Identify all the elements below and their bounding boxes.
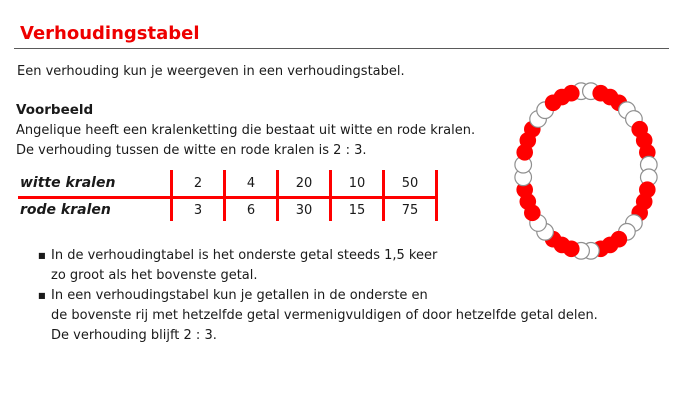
table-row-white-beads bbox=[18, 170, 437, 198]
intro-text: Een verhouding kun je weergeven in een verhoudingstabel. bbox=[17, 64, 405, 79]
square-bullet-icon: ■ bbox=[38, 251, 46, 260]
list-item bbox=[38, 286, 598, 346]
table-cell: 75 bbox=[384, 198, 437, 222]
example-line: Angelique heeft een kralenketting die bestaat uit witte en rode kralen. bbox=[16, 123, 476, 138]
table-cell: 2 bbox=[172, 170, 225, 198]
bullet-text bbox=[51, 246, 437, 286]
table-cell: 4 bbox=[225, 170, 278, 198]
table-cell: 3 bbox=[172, 198, 225, 222]
bullet-line: In de verhoudingtabel is het onderste getal steeds 1,5 keer bbox=[51, 248, 438, 263]
table-cell: 20 bbox=[278, 170, 331, 198]
table-row-red-beads bbox=[18, 198, 437, 222]
table-cell: 30 bbox=[278, 198, 331, 222]
bullet-line: In een verhoudingstabel kun je getallen in de onderste en bbox=[51, 288, 428, 303]
example-paragraph bbox=[16, 121, 475, 161]
table-cell: 10 bbox=[331, 170, 384, 198]
square-bullet-icon: ■ bbox=[38, 291, 46, 300]
bullet-line: De verhouding blijft 2 : 3. bbox=[51, 328, 217, 343]
table-cell: 6 bbox=[225, 198, 278, 222]
ratio-table bbox=[18, 170, 438, 221]
row-label-white: witte kralen bbox=[18, 170, 172, 198]
bead-necklace-illustration bbox=[500, 70, 672, 272]
row-label-red: rode kralen bbox=[18, 198, 172, 222]
example-line: De verhouding tussen de witte en rode kralen is 2 : 3. bbox=[16, 143, 367, 158]
page-title: Verhoudingstabel bbox=[20, 23, 200, 45]
bullet-line: de bovenste rij met hetzelfde getal vermenigvuldigen of door hetzelfde getal delen. bbox=[51, 308, 598, 323]
table-cell: 50 bbox=[384, 170, 437, 198]
title-divider bbox=[14, 48, 669, 49]
bullet-text bbox=[51, 286, 598, 346]
example-heading: Voorbeeld bbox=[16, 102, 94, 118]
table-cell: 15 bbox=[331, 198, 384, 222]
red-bead bbox=[563, 85, 580, 102]
bullet-line: zo groot als het bovenste getal. bbox=[51, 268, 258, 283]
